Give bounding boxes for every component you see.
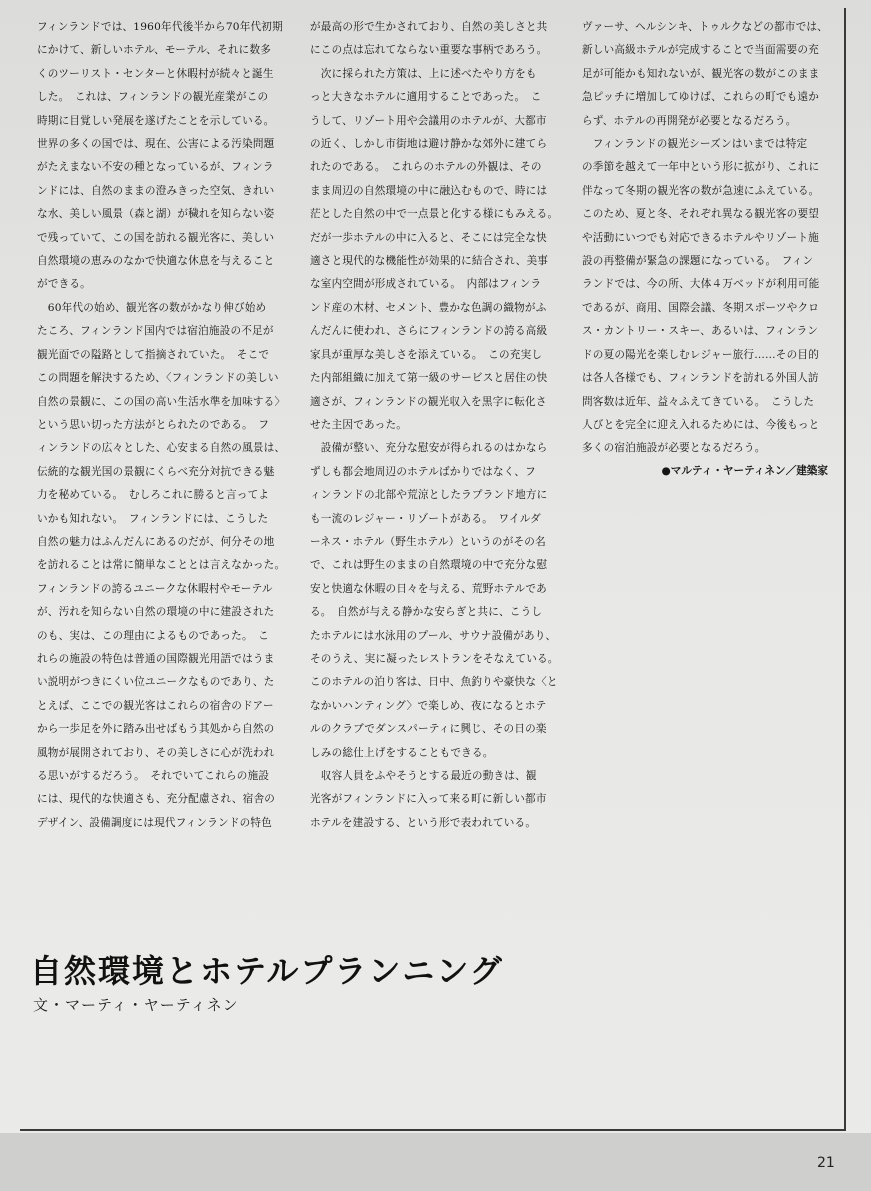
page-margin-strip [0, 1133, 871, 1191]
article-byline: 文・マーティ・ヤーティネン [33, 996, 239, 1014]
author-signature: ●マルティ・ヤーティネン／建築家 [661, 464, 828, 477]
article-title: 自然環境とホテルプランニング [30, 952, 504, 990]
text-column-2 [310, 16, 560, 835]
body-text-column-1: フィンランドでは、1960年代後半から70年代初期 にかけて、新しいホテル、モーテル、それに数多 くのツーリスト・センターと休暇村が続々と誕生 した。 これは、フィンランドの観光産業がこの 時期に目覚しい発展を遂げたことを示している。 世界の多くの国では、現在、公害による汚染問題 がたえまない不安の種となっているが、フィンラ ンドには、自然のままの澄みきった空気、きれい な水、美しい風景（森と湖）が穢れを知らない姿 で残っていて、この国を訪れる観光客に、美しい 自然環境の恵みのなかで快適な休息を与えること ができる。 60年代の始め、観光客の数がかなり伸び始め たころ、フィンランド国内では宿泊施設の不足が 観光面での隘路として指摘されていた。 そこで この問題を解決するため、〈フィンランドの美しい 自然の景観に、この国の高い生活水準を加味する〉 という思い切った方法がとられたのである。 フ ィンランドの広々とした、心安まる自然の風景は、 伝統的な観光国の景観にくらべ充分対抗できる魅 力を秘めている。 むしろこれに勝ると言ってよ いかも知れない。 フィンランドには、こうした 自然の魅力はふんだんにあるのだが、何分その地 を訪れることは常に簡単なこととは言えなかった。 フィンランドの誇るユニークな休暇村やモーテル が、汚れを知らない自然の環境の中に建設された のも、実は、この理由によるものであった。 こ れらの施設の特色は普通の国際観光用語ではうま い説明がつきにくい位ユニークなものであり、た とえば、ここでの観光客はこれらの宿舎のドアー から一歩足を外に踏み出せばもう其処から自然の 風物が展開されており、その美しさに心が洗われ る思いがするだろう。 それでいてこれらの施設 には、現代的な快適さも、充分配慮され、宿舎の デザイン、設備調度には現代フィンランドの特色 [37, 21, 286, 829]
text-column-1 [37, 16, 287, 835]
text-column-3 [582, 16, 832, 478]
page-number: 21 [817, 1155, 835, 1171]
body-text-column-3: ヴァーサ、ヘルシンキ、トゥルクなどの都市では、 新しい高級ホテルが完成することで当面需要の充 足が可能かも知れないが、観光客の数がこのまま 急ピッチに増加してゆけば、これらの町でも遠か らず、ホテルの再開発が必要となるだろう。 フィンランドの観光シーズンはいまでは特定 の季節を越えて一年中という形に拡がり、これに 伴なって冬期の観光客の数が急速にふえている。 このため、夏と冬、それぞれ異なる観光客の要望 や活動にいつでも対応できるホテルやリゾート施 設の再整備が緊急の課題になっている。 フィン ランドでは、今の所、大体４万ベッドが利用可能 であるが、商用、国際会議、冬期スポーツやクロ ス・カントリー・スキー、あるいは、フィンラン ドの夏の陽光を楽しむレジャー旅行……その目的 は各人各様でも、フィンランドを訪れる外国人訪 問客数は近年、益々ふえてきている。 こうした 人びとを完全に迎え入れるためには、今後もっと 多くの宿泊施設が必要となるだろう。 [582, 21, 828, 455]
body-text-column-2: が最高の形で生かされており、自然の美しさと共 にこの点は忘れてならない重要な事柄であろう。 次に採られた方策は、上に述べたやり方をも っと大きなホテルに適用することであった。 こ うして、リゾート用や会議用のホテルが、大都市 の近く、しかし市街地は避け静かな郊外に建てら れたのである。 これらのホテルの外観は、その まま周辺の自然環境の中に融込むもので、時には 茫とした自然の中で一点景と化する様にもみえる。 だが一歩ホテルの中に入ると、そこには完全な快 適さと現代的な機能性が効果的に結合され、美事 な室内空間が形成されている。 内部はフィンラ ンド産の木材、セメント、豊かな色調の織物がふ んだんに使われ、さらにフィンランドの誇る高級 家具が重厚な美しさを添えている。 この充実し た内部組織に加えて第一級のサービスと居住の快 適さが、フィンランドの観光収入を黒字に転化さ せた主因であった。 設備が整い、充分な慰安が得られるのはかなら ずしも都会地周辺のホテルばかりではなく、フ ィンランドの北部や荒涼としたラプランド地方に も一流のレジャー・リゾートがある。 ワイルダ ーネス・ホテル（野生ホテル）というのがその名 で、これは野生のままの自然環境の中で充分な慰 安と快適な休暇の日々を与える、荒野ホテルであ る。 自然が与える静かな安らぎと共に、こうし たホテルには水泳用のプール、サウナ設備があり、 そのうえ、実に凝ったレストランをそなえている。 このホテルの泊り客は、日中、魚釣りや豪快な〈と なかいハンティング〉で楽しめ、夜になるとホテ ルのクラブでダンスパーティに興じ、その日の楽 しみの総仕上げをすることもできる。 収容人員をふやそうとする最近の動きは、観 光客がフィンランドに入って来る町に新しい都市 ホテルを建設する、という形で表われている。 [310, 21, 559, 829]
